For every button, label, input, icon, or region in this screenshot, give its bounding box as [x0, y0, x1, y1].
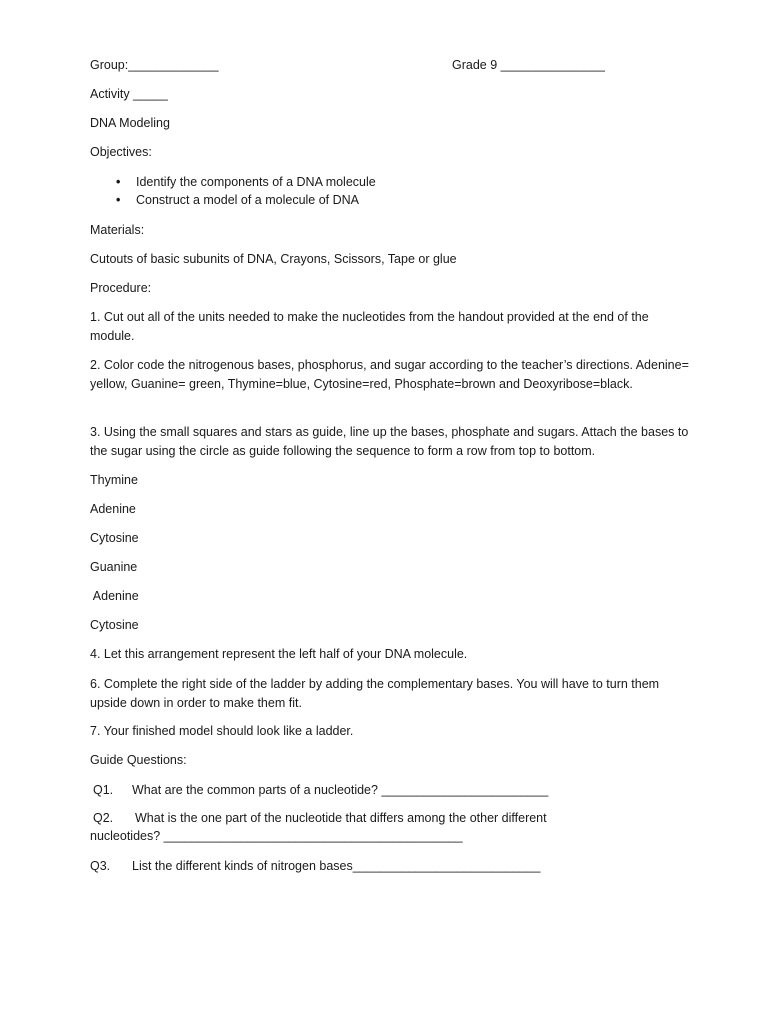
question-text: What is the one part of the nucleotide that differs among the other different [135, 811, 547, 825]
question-text: What are the common parts of a nucleotide? ________________________ [132, 783, 549, 797]
procedure-step-2: 2. Color code the nitrogenous bases, phosphorus, and sugar according to the teacher’s directions. Adenine= yellow, Guanine= green, Thymine=blue, Cytosine=red, Phosphate=brown and Deoxyribose=black. [90, 358, 689, 391]
sequence-base: Cytosine [90, 531, 139, 545]
question-3 [90, 857, 540, 875]
procedure-step-4: 4. Let this arrangement represent the left half of your DNA molecule. [90, 647, 468, 661]
grade-field: Grade 9 _______________ [452, 58, 605, 72]
objective-text: Identify the components of a DNA molecule [136, 175, 376, 189]
question-2-continued: nucleotides? ___________________________________________ [90, 829, 463, 843]
sequence-base: Thymine [90, 473, 138, 487]
procedure-step-6: 6. Complete the right side of the ladder by adding the complementary bases. You will have to turn them upside down in order to make them fit. [90, 677, 660, 710]
question-number: Q1. [93, 783, 114, 797]
objective-text: Construct a model of a molecule of DNA [136, 193, 360, 207]
materials-heading: Materials: [90, 223, 145, 237]
question-text: List the different kinds of nitrogen bases___________________________ [132, 859, 541, 873]
group-field: Group:_____________ [90, 58, 219, 72]
sequence-base: Guanine [90, 560, 138, 574]
sequence-base: Cytosine [90, 618, 139, 632]
procedure-step-1: 1. Cut out all of the units needed to make the nucleotides from the handout provided at the end of the module. [90, 310, 649, 343]
objective-item [116, 173, 376, 191]
objectives-heading: Objectives: [90, 145, 152, 159]
procedure-step-3: 3. Using the small squares and stars as guide, line up the bases, phosphate and sugars. Attach the bases to the sugar using the circle as guide following the sequence to form a row from top to bottom. [90, 425, 689, 458]
bullet-icon: • [116, 193, 121, 207]
activity-field: Activity _____ [90, 87, 168, 101]
objective-item [116, 191, 359, 209]
procedure-heading: Procedure: [90, 281, 152, 295]
question-2 [90, 809, 547, 827]
materials-text: Cutouts of basic subunits of DNA, Crayons, Scissors, Tape or glue [90, 252, 457, 266]
sequence-base: Adenine [90, 502, 136, 516]
question-number: Q3. [90, 859, 111, 873]
procedure-step-7: 7. Your finished model should look like a ladder. [90, 724, 354, 738]
bullet-icon: • [116, 175, 121, 189]
question-number: Q2. [93, 811, 114, 825]
worksheet-title: DNA Modeling [90, 116, 170, 130]
guide-questions-heading: Guide Questions: [90, 753, 187, 767]
sequence-base: Adenine [90, 589, 139, 603]
question-1 [90, 781, 548, 799]
